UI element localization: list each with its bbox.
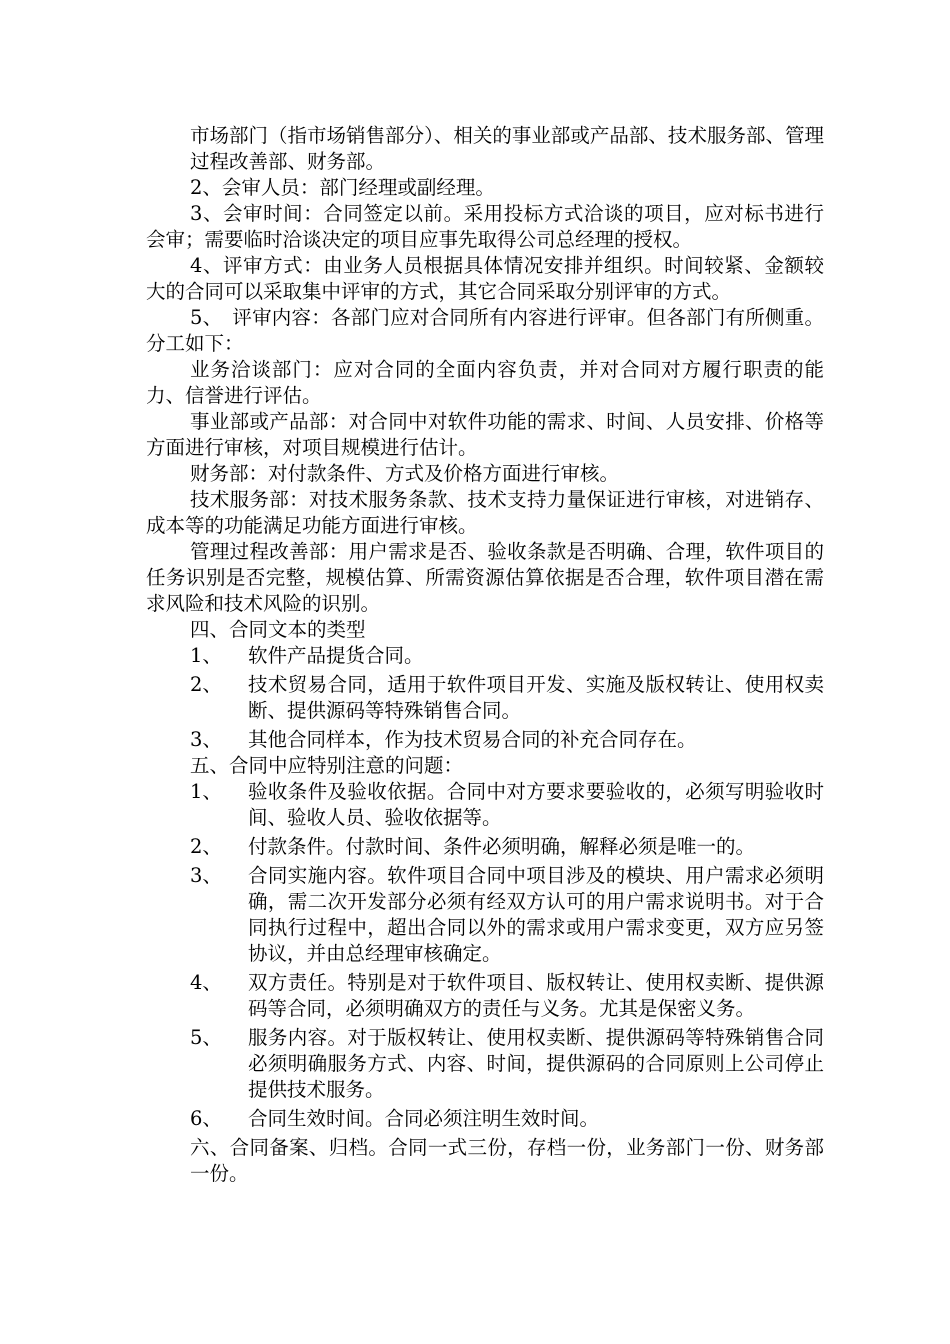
special-issues-list — [190, 779, 824, 1132]
paragraph-review-time: 3、会审时间：合同签定以前。采用投标方式洽谈的项目，应对标书进行会审；需要临时洽谈决定的项目应事先取得公司总经理的授权。 — [146, 202, 824, 251]
paragraph-reviewers: 2、会审人员：部门经理或副经理。 — [190, 176, 495, 199]
list-text: 其他合同样本，作为技术贸易合同的补充合同存在。 — [248, 728, 697, 751]
list-text: 付款条件。付款时间、条件必须明确，解释必须是唯一的。 — [248, 835, 756, 858]
list-number: 2、 — [190, 835, 222, 858]
list-text: 技术贸易合同，适用于软件项目开发、实施及版权转让、使用权卖断、提供源码等特殊销售合同。 — [248, 673, 824, 722]
paragraph-finance-dept: 财务部：对付款条件、方式及价格方面进行审核。 — [190, 462, 620, 485]
paragraph-review-content: 5、 评审内容：各部门应对合同所有内容进行评审。但各部门有所侧重。分工如下： — [146, 306, 824, 355]
list-text: 双方责任。特别是对于软件项目、版权转让、使用权卖断、提供源码等合同，必须明确双方的责任与义务。尤其是保密义务。 — [248, 971, 824, 1020]
section-heading-special-issues: 五、合同中应特别注意的问题： — [190, 754, 464, 777]
section-heading-contract-types: 四、合同文本的类型 — [190, 618, 366, 641]
list-number: 6、 — [190, 1107, 222, 1130]
list-item — [190, 970, 824, 1022]
list-number: 3、 — [190, 864, 222, 887]
paragraph-tech-service-dept: 技术服务部：对技术服务条款、技术支持力量保证进行审核，对进销存、成本等的功能满足功能方面进行审核。 — [146, 488, 824, 537]
paragraph-departments: 市场部门（指市场销售部分）、相关的事业部或产品部、技术服务部、管理过程改善部、财务部。 — [190, 124, 824, 173]
list-item — [190, 1025, 824, 1103]
list-number: 1、 — [190, 780, 222, 803]
list-item — [190, 863, 824, 967]
section-filing-archiving: 六、合同备案、归档。合同一式三份，存档一份，业务部门一份、财务部一份。 — [190, 1136, 824, 1185]
list-item — [190, 834, 824, 860]
paragraph-product-dept: 事业部或产品部：对合同中对软件功能的需求、时间、人员安排、价格等方面进行审核，对项目规模进行估计。 — [146, 410, 824, 459]
list-item — [190, 643, 824, 669]
contract-types-list — [190, 643, 824, 753]
paragraph-review-method: 4、评审方式：由业务人员根据具体情况安排并组织。时间较紧、金额较大的合同可以采取集中评审的方式，其它合同采取分别评审的方式。 — [146, 254, 824, 303]
list-number: 5、 — [190, 1026, 222, 1049]
list-text: 验收条件及验收依据。合同中对方要求要验收的，必须写明验收时间、验收人员、验收依据等。 — [248, 780, 824, 829]
list-text: 服务内容。对于版权转让、使用权卖断、提供源码等特殊销售合同必须明确服务方式、内容、时间，提供源码的合同原则上公司停止提供技术服务。 — [248, 1026, 824, 1101]
list-text: 合同实施内容。软件项目合同中项目涉及的模块、用户需求必须明确，需二次开发部分必须有经双方认可的用户需求说明书。对于合同执行过程中，超出合同以外的需求或用户需求变更，双方应另签协议，并由总经理审核确定。 — [248, 864, 824, 965]
list-item — [190, 672, 824, 724]
list-number: 1、 — [190, 644, 222, 667]
list-text: 合同生效时间。合同必须注明生效时间。 — [248, 1107, 600, 1130]
list-item — [190, 1106, 824, 1132]
list-number: 4、 — [190, 971, 222, 994]
list-number: 2、 — [190, 673, 222, 696]
list-text: 软件产品提货合同。 — [248, 644, 424, 667]
list-item — [190, 727, 824, 753]
list-number: 3、 — [190, 728, 222, 751]
list-item — [190, 779, 824, 831]
paragraph-process-improvement-dept: 管理过程改善部：用户需求是否、验收条款是否明确、合理，软件项目的任务识别是否完整，规模估算、所需资源估算依据是否合理，软件项目潜在需求风险和技术风险的识别。 — [146, 540, 824, 615]
paragraph-business-dept: 业务洽谈部门：应对合同的全面内容负责，并对合同对方履行职责的能力、信誉进行评估。 — [146, 358, 824, 407]
